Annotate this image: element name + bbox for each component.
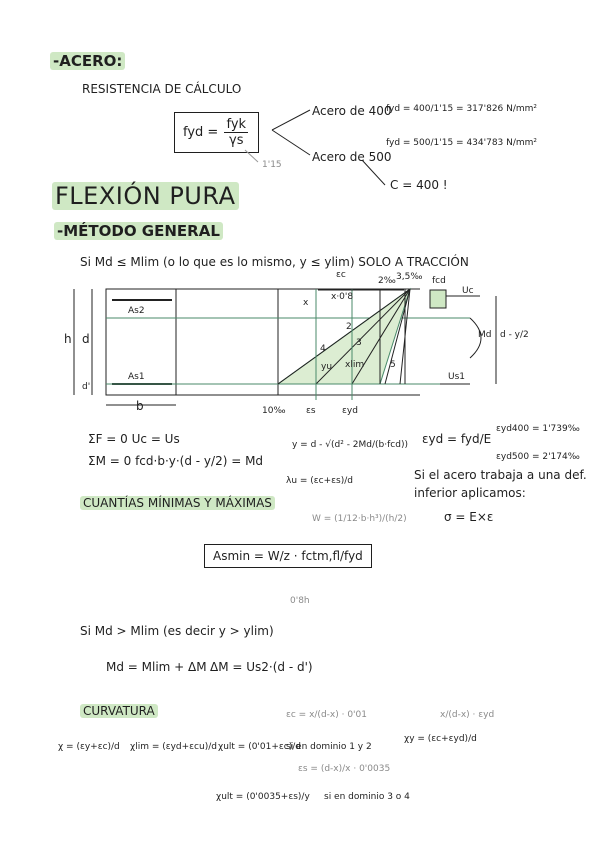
label-n2: 2 xyxy=(346,322,352,332)
condicion-md-mayor: Si Md > Mlim (es decir y > ylim) xyxy=(80,624,274,638)
eyd-400: εyd400 = 1'739‰ xyxy=(496,424,580,434)
label-n4: 4 xyxy=(320,344,326,354)
eyd-500: εyd500 = 2'174‰ xyxy=(496,452,580,462)
label-as1: As1 xyxy=(128,372,145,382)
chi-equation: χ = (εy+εc)/d xyxy=(58,742,120,752)
label-10permil: 10‰ xyxy=(262,406,286,416)
label-as2: As2 xyxy=(128,306,145,316)
curvatura-title: CURVATURA xyxy=(80,704,158,718)
label-uc: Uc xyxy=(462,286,474,296)
sum-moments: ΣM = 0 fcd·b·y·(d - y/2) = Md xyxy=(88,454,264,468)
label-35permil: 3,5‰ xyxy=(396,272,423,282)
chi-ult-note: si en dominio 1 y 2 xyxy=(286,742,372,752)
w-definition: W = (1/12·b·h³)/(h/2) xyxy=(312,514,407,524)
y-equation: y = d - √(d² - 2Md/(b·fcd)) xyxy=(292,440,408,450)
label-x: x xyxy=(303,298,309,308)
fyd-denominator: γs xyxy=(229,133,244,148)
label-x08: x·0'8 xyxy=(331,292,354,302)
fyd-lhs: fyd = xyxy=(183,125,219,140)
fyd-numerator: fyk xyxy=(226,117,247,132)
nota-def-1: Si el acero trabaja a una def. xyxy=(414,468,587,482)
label-fcd: fcd xyxy=(432,276,446,286)
label-ec: εc xyxy=(336,270,346,280)
chi-y-equation: χy = (εc+εyd)/d xyxy=(404,734,477,744)
chi-ult-equation: χult = (0'01+εc)/d xyxy=(218,742,301,752)
section-title-acero: -ACERO: xyxy=(50,52,125,70)
xlim-equation: λu = (εc+εs)/d xyxy=(286,476,353,486)
eyd-equation: εyd = fyd/E xyxy=(422,432,492,446)
gamma-note: 1'15 xyxy=(262,160,282,170)
section-title-flexion: FLEXIÓN PURA xyxy=(52,182,239,210)
label-b: b xyxy=(136,399,144,413)
ec-note: εc = x/(d-x) · 0'01 xyxy=(286,710,367,720)
delta-m-equation: ΔM = Us2·(d - d') xyxy=(210,660,313,674)
acero-arrows xyxy=(245,110,385,185)
label-dprime: d' xyxy=(82,382,91,392)
es-note: εs = (d-x)/x · 0'0035 xyxy=(298,764,391,774)
acero400-label: Acero de 400 xyxy=(312,104,392,118)
md-equation: Md = Mlim + ΔM xyxy=(106,660,207,674)
label-xlim: xlim xyxy=(345,360,365,370)
asmin-box: Asmin = W/z · fctm,fl/fyd xyxy=(204,544,372,568)
chi-y-note: x/(d-x) · εyd xyxy=(440,710,495,720)
label-2permil: 2‰ xyxy=(378,276,396,286)
label-md: Md xyxy=(478,330,492,340)
z-note: 0'8h xyxy=(290,596,310,606)
cuantias-title: CUANTÍAS MÍNIMAS Y MÁXIMAS xyxy=(80,496,275,510)
label-n3: 3 xyxy=(356,338,362,348)
chi-ult2-note: si en dominio 3 o 4 xyxy=(324,792,410,802)
c400-note: C = 400 ! xyxy=(390,178,448,192)
label-d-y2: d - y/2 xyxy=(500,330,529,340)
metodo-general-title: -MÉTODO GENERAL xyxy=(54,222,223,240)
label-h: h xyxy=(64,332,72,346)
chi-lim-equation: χlim = (εyd+εcu)/d xyxy=(130,742,217,752)
label-d: d xyxy=(82,332,90,346)
sum-forces: ΣF = 0 Uc = Us xyxy=(88,432,180,446)
label-eyd: εyd xyxy=(342,406,358,416)
sigma-eq: σ = E×ε xyxy=(444,510,494,524)
label-n5: 5 xyxy=(390,360,396,370)
nota-def-2: inferior aplicamos: xyxy=(414,486,526,500)
acero500-equation: fyd = 500/1'15 = 434'783 N/mm² xyxy=(386,138,538,148)
chi-ult2-equation: χult = (0'0035+εs)/y xyxy=(216,792,310,802)
strain-diagram xyxy=(278,289,496,400)
label-yu: yu xyxy=(321,362,333,372)
acero500-label: Acero de 500 xyxy=(312,150,392,164)
resistencia-label: RESISTENCIA DE CÁLCULO xyxy=(82,82,242,96)
acero400-equation: fyd = 400/1'15 = 317'826 N/mm² xyxy=(386,104,538,114)
label-es: εs xyxy=(306,406,316,416)
label-us1: Us1 xyxy=(448,372,466,382)
condicion-md-mlim: Si Md ≤ Mlim (o lo que es lo mismo, y ≤ ylim) SOLO A TRACCIÓN xyxy=(80,255,469,269)
